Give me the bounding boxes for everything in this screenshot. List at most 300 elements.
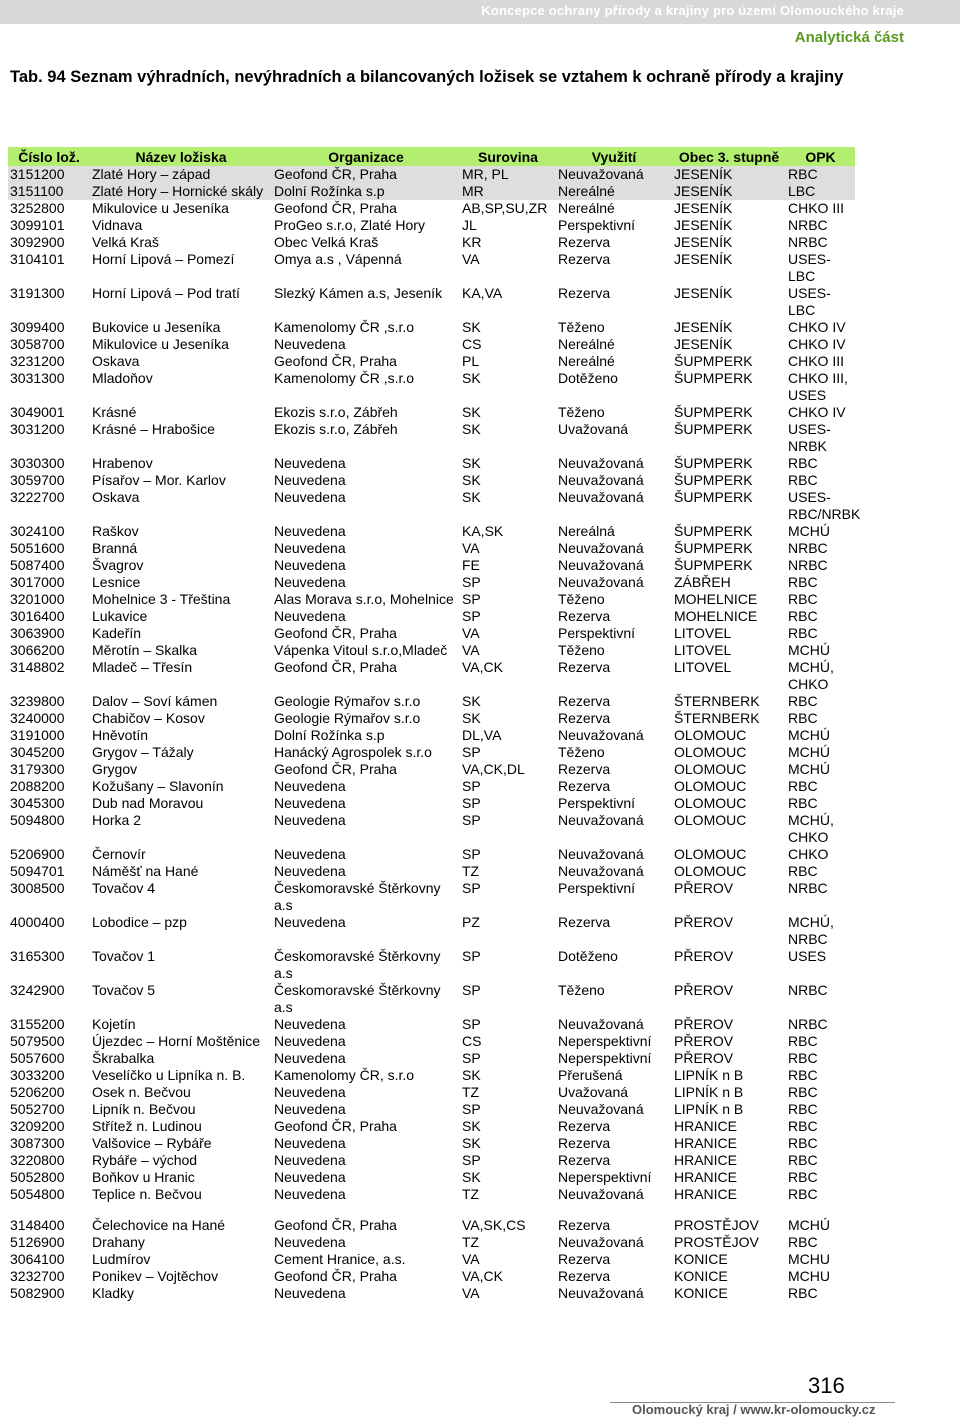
table-row xyxy=(8,591,855,608)
cell-municipality: PŘEROV xyxy=(674,1033,734,1049)
cell-raw-material: KR xyxy=(462,234,482,250)
cell-name: Mladeč – Třesín xyxy=(92,659,193,675)
cell-usage: Rezerva xyxy=(558,710,611,726)
cell-usage: Dotěženo xyxy=(558,370,618,386)
cell-usage: Rezerva xyxy=(558,914,611,930)
cell-organization: Neuvedena xyxy=(274,1169,346,1185)
cell-usage: Perspektivní xyxy=(558,880,636,896)
cell-municipality: LITOVEL xyxy=(674,642,732,658)
cell-municipality: LITOVEL xyxy=(674,625,732,641)
cell-usage: Přerušená xyxy=(558,1067,623,1083)
cell-municipality: MOHELNICE xyxy=(674,591,758,607)
cell-organization: Geologie Rýmařov s.r.o xyxy=(274,710,421,726)
cell-usage: Neuvažovaná xyxy=(558,472,644,488)
cell-raw-material: SP xyxy=(462,1016,481,1032)
cell-name: Kojetín xyxy=(92,1016,136,1032)
cell-name: Krásné – Hrabošice xyxy=(92,421,215,437)
table-row xyxy=(8,1186,855,1203)
cell-usage: Neperspektivní xyxy=(558,1050,652,1066)
table-row xyxy=(8,727,855,744)
cell-organization: Geofond ČR, Praha xyxy=(274,625,397,641)
cell-opk: NRBC xyxy=(788,217,828,233)
cell-opk: NRBC xyxy=(788,982,828,998)
cell-name: Horka 2 xyxy=(92,812,142,828)
cell-usage: Dotěženo xyxy=(558,948,618,964)
cell-organization: Geofond ČR, Praha xyxy=(274,1118,397,1134)
cell-name: Černovír xyxy=(92,846,146,862)
cell-municipality: PROSTĚJOV xyxy=(674,1234,759,1250)
cell-raw-material: VA xyxy=(462,251,480,267)
cell-name: Mikulovice u Jeseníka xyxy=(92,336,229,352)
cell-number: 3063900 xyxy=(10,625,65,641)
cell-municipality: OLOMOUC xyxy=(674,727,747,743)
table-row xyxy=(8,659,855,693)
cell-number: 3049001 xyxy=(10,404,65,420)
cell-usage: Rezerva xyxy=(558,1152,611,1168)
cell-opk: RBC xyxy=(788,1101,818,1117)
cell-number: 5094800 xyxy=(10,812,65,828)
cell-organization: Neuvedena xyxy=(274,1186,346,1202)
cell-organization: Neuvedena xyxy=(274,1016,346,1032)
cell-number: 3059700 xyxy=(10,472,65,488)
cell-organization: Neuvedena xyxy=(274,1234,346,1250)
cell-number: 3099101 xyxy=(10,217,65,233)
cell-number: 3240000 xyxy=(10,710,65,726)
cell-usage: Nereálné xyxy=(556,183,672,200)
cell-municipality: ŠUPMPERK xyxy=(674,472,753,488)
cell-usage: Uvažovaná xyxy=(558,1084,629,1100)
cell-number: 5052700 xyxy=(10,1101,65,1117)
cell-usage: Nereálné xyxy=(558,353,615,369)
cell-number: 3209200 xyxy=(10,1118,65,1134)
cell-opk: RBC xyxy=(788,778,818,794)
table-row xyxy=(8,1152,855,1169)
cell-name: Valšovice – Rybáře xyxy=(92,1135,212,1151)
cell-raw-material: VA xyxy=(462,642,480,658)
deposits-table xyxy=(8,147,861,1302)
cell-raw-material: SK xyxy=(462,1169,481,1185)
cell-organization: Geofond ČR, Praha xyxy=(274,1268,397,1284)
cell-name: Horní Lipová – Pod tratí xyxy=(92,285,240,301)
cell-name: Boňkov u Hranic xyxy=(92,1169,195,1185)
cell-municipality: JESENÍK xyxy=(674,217,733,233)
cell-opk: MCHÚ, CHKO xyxy=(788,659,834,692)
cell-name: Krásné xyxy=(92,404,137,420)
column-header-opk: OPK xyxy=(786,147,855,166)
cell-organization: Neuvedena xyxy=(274,1084,346,1100)
cell-raw-material: SK xyxy=(462,710,481,726)
cell-usage: Neuvažovaná xyxy=(558,863,644,879)
cell-usage: Neuvažovaná xyxy=(558,727,644,743)
cell-organization: Ekozis s.r.o, Zábřeh xyxy=(274,421,398,437)
cell-opk: MCHÚ xyxy=(788,1217,830,1233)
cell-municipality: KONICE xyxy=(674,1251,728,1267)
cell-usage: Rezerva xyxy=(558,1135,611,1151)
table-row xyxy=(8,880,855,914)
cell-organization: Vápenka Vitoul s.r.o,Mladeč xyxy=(274,642,448,658)
cell-organization: Neuvedena xyxy=(274,523,346,539)
cell-organization: Kamenolomy ČR ,s.r.o xyxy=(274,319,415,335)
cell-opk: MCHU xyxy=(788,1251,830,1267)
cell-municipality: ŠUPMPERK xyxy=(674,540,753,556)
cell-raw-material: SP xyxy=(462,880,481,896)
cell-organization: Neuvedena xyxy=(274,1050,346,1066)
cell-number: 3024100 xyxy=(10,523,65,539)
cell-opk: RBC xyxy=(788,1285,818,1301)
table-row xyxy=(8,1268,855,1285)
table-row xyxy=(8,761,855,778)
cell-usage: Rezerva xyxy=(558,608,611,624)
cell-raw-material: SK xyxy=(462,1135,481,1151)
column-header-number: Číslo lož. xyxy=(8,147,90,166)
cell-municipality: ŠUPMPERK xyxy=(674,523,753,539)
cell-municipality: JESENÍK xyxy=(674,285,733,301)
cell-raw-material: VA xyxy=(462,1251,480,1267)
table-row xyxy=(8,948,855,982)
cell-organization: Dolní Rožínka s.p xyxy=(274,727,385,743)
cell-name: Písařov – Mor. Karlov xyxy=(92,472,226,488)
cell-name: Rybáře – východ xyxy=(92,1152,198,1168)
cell-municipality: HRANICE xyxy=(674,1152,738,1168)
cell-municipality: ŠUPMPERK xyxy=(674,557,753,573)
cell-number: 3066200 xyxy=(10,642,65,658)
cell-name: Čelechovice na Hané xyxy=(92,1217,226,1233)
cell-raw-material: VA,CK xyxy=(462,1268,503,1284)
cell-municipality: ŠUPMPERK xyxy=(674,353,753,369)
table-row xyxy=(8,1234,855,1251)
cell-number: 3165300 xyxy=(10,948,65,964)
cell-opk: MCHÚ, CHKO xyxy=(788,812,834,845)
cell-number: 4000400 xyxy=(10,914,65,930)
cell-opk: RBC xyxy=(788,1050,818,1066)
cell-name: Oskava xyxy=(92,489,140,505)
cell-number: 5054800 xyxy=(10,1186,65,1202)
cell-name: Lipník n. Bečvou xyxy=(92,1101,196,1117)
cell-organization: Neuvedena xyxy=(274,914,346,930)
cell-organization: Obec Velká Kraš xyxy=(274,234,379,250)
cell-municipality: LIPNÍK n B xyxy=(674,1101,744,1117)
cell-number: 3220800 xyxy=(10,1152,65,1168)
cell-raw-material: AB,SP,SU,ZR xyxy=(462,200,548,216)
cell-organization: Neuvedena xyxy=(274,863,346,879)
cell-usage: Rezerva xyxy=(558,234,611,250)
cell-number: 3232700 xyxy=(10,1268,65,1284)
cell-opk: RBC xyxy=(788,1118,818,1134)
cell-usage: Neuvažovaná xyxy=(558,846,644,862)
cell-organization: Hanácký Agrospolek s.r.o xyxy=(274,744,432,760)
column-header-raw-material: Surovina xyxy=(460,147,556,166)
cell-municipality: LIPNÍK n B xyxy=(674,1084,744,1100)
cell-number: 5094701 xyxy=(10,863,65,879)
cell-name: Lukavice xyxy=(92,608,148,624)
cell-usage: Rezerva xyxy=(558,1268,611,1284)
cell-raw-material: SK xyxy=(462,319,481,335)
cell-name: Škrabalka xyxy=(92,1050,155,1066)
cell-organization: Geofond ČR, Praha xyxy=(274,1217,397,1233)
cell-opk: RBC xyxy=(788,863,818,879)
cell-organization: Neuvedena xyxy=(274,1285,346,1301)
cell-opk: RBC xyxy=(788,591,818,607)
cell-raw-material: SK xyxy=(462,370,481,386)
cell-usage: Neuvažovaná xyxy=(558,489,644,505)
cell-number: 3239800 xyxy=(10,693,65,709)
cell-name: Zlaté Hory – západ xyxy=(90,166,272,183)
cell-organization: Neuvedena xyxy=(274,1135,346,1151)
cell-number: 2088200 xyxy=(10,778,65,794)
cell-municipality: KONICE xyxy=(674,1268,728,1284)
cell-organization: Českomoravské Štěrkovny a.s xyxy=(274,880,441,913)
table-row xyxy=(8,370,855,404)
cell-raw-material: MR, PL xyxy=(460,166,556,183)
cell-raw-material: SP xyxy=(462,744,481,760)
cell-usage: Těženo xyxy=(558,642,605,658)
cell-raw-material: VA,SK,CS xyxy=(462,1217,526,1233)
cell-municipality: OLOMOUC xyxy=(674,863,747,879)
cell-organization: Neuvedena xyxy=(274,1033,346,1049)
cell-number: 3033200 xyxy=(10,1067,65,1083)
cell-raw-material: SP xyxy=(462,812,481,828)
cell-number: 3031200 xyxy=(10,421,65,437)
cell-opk: CHKO III, USES xyxy=(788,370,848,403)
cell-number: 3191300 xyxy=(10,285,65,301)
cell-opk: RBC xyxy=(788,1135,818,1151)
cell-number: 5206900 xyxy=(10,846,65,862)
cell-raw-material: SP xyxy=(462,1152,481,1168)
table-row xyxy=(8,557,855,574)
cell-raw-material: TZ xyxy=(462,1186,480,1202)
footer-text: Olomoucký kraj / www.kr-olomoucky.cz xyxy=(632,1402,876,1417)
cell-municipality: HRANICE xyxy=(674,1118,738,1134)
table-row xyxy=(8,319,855,336)
table-row xyxy=(8,523,855,540)
cell-municipality: HRANICE xyxy=(674,1186,738,1202)
cell-number: 3155200 xyxy=(10,1016,65,1032)
cell-raw-material: SP xyxy=(462,608,481,624)
cell-raw-material: CS xyxy=(462,1033,482,1049)
cell-name: Horní Lipová – Pomezí xyxy=(92,251,235,267)
cell-name: Mladoňov xyxy=(92,370,153,386)
table-row xyxy=(8,200,855,217)
table-row xyxy=(8,914,855,948)
cell-organization: Českomoravské Štěrkovny a.s xyxy=(274,982,441,1015)
cell-opk: RBC xyxy=(788,455,818,471)
cell-municipality: OLOMOUC xyxy=(674,761,747,777)
cell-municipality: PŘEROV xyxy=(674,1016,734,1032)
cell-opk: RBC xyxy=(788,710,818,726)
cell-name: Velká Kraš xyxy=(92,234,159,250)
cell-name: Dub nad Moravou xyxy=(92,795,204,811)
cell-organization: Neuvedena xyxy=(274,846,346,862)
cell-raw-material: SK xyxy=(462,693,481,709)
cell-opk: RBC xyxy=(788,1084,818,1100)
table-row xyxy=(8,251,855,285)
cell-opk: USES-LBC xyxy=(788,285,831,318)
cell-name: Bukovice u Jeseníka xyxy=(92,319,221,335)
header-band xyxy=(0,0,960,24)
cell-opk: RBC xyxy=(788,1067,818,1083)
cell-organization: Geofond ČR, Praha xyxy=(272,166,460,183)
cell-opk: RBC xyxy=(788,574,818,590)
cell-raw-material: VA,CK xyxy=(462,659,503,675)
cell-usage: Neuvažovaná xyxy=(558,1016,644,1032)
cell-organization: Geofond ČR, Praha xyxy=(274,353,397,369)
cell-number: 3179300 xyxy=(10,761,65,777)
cell-municipality: LIPNÍK n B xyxy=(674,1067,744,1083)
table-row xyxy=(8,1101,855,1118)
cell-opk: USES-LBC xyxy=(788,251,831,284)
cell-opk: MCHÚ xyxy=(788,523,830,539)
cell-opk: MCHÚ xyxy=(788,727,830,743)
cell-municipality: OLOMOUC xyxy=(674,846,747,862)
cell-organization: Cement Hranice, a.s. xyxy=(274,1251,406,1267)
cell-number: 3191000 xyxy=(10,727,65,743)
cell-raw-material: KA,SK xyxy=(462,523,504,539)
cell-opk: NRBC xyxy=(788,540,828,556)
table-row xyxy=(8,1084,855,1101)
table-row xyxy=(8,863,855,880)
table-caption: Tab. 94 Seznam výhradních, nevýhradních a bilancovaných ložisek se vztahem k ochraně přírody a krajiny xyxy=(10,68,844,86)
cell-usage: Neuvažovaná xyxy=(558,1101,644,1117)
cell-name: Grygov – Tážaly xyxy=(92,744,194,760)
table-row xyxy=(8,812,855,846)
cell-name: Kožušany – Slavonín xyxy=(92,778,224,794)
cell-raw-material: SK xyxy=(462,1067,481,1083)
table-row xyxy=(8,489,855,523)
cell-usage: Těženo xyxy=(558,319,605,335)
cell-usage: Perspektivní xyxy=(558,217,636,233)
cell-name: Švagrov xyxy=(92,557,144,573)
cell-name: Měrotín – Skalka xyxy=(92,642,198,658)
cell-usage: Perspektivní xyxy=(558,625,636,641)
cell-raw-material: SK xyxy=(462,472,481,488)
cell-opk: NRBC xyxy=(788,557,828,573)
cell-raw-material: JL xyxy=(462,217,477,233)
cell-usage: Neuvažovaná xyxy=(558,540,644,556)
cell-organization: Neuvedena xyxy=(274,336,346,352)
cell-name: Oskava xyxy=(92,353,140,369)
cell-opk: RBC xyxy=(788,608,818,624)
cell-organization: Dolní Rožínka s.p xyxy=(272,183,460,200)
cell-number: 3016400 xyxy=(10,608,65,624)
table-row xyxy=(8,1217,855,1234)
cell-organization: Geofond ČR, Praha xyxy=(274,200,397,216)
cell-municipality: PŘEROV xyxy=(674,948,734,964)
cell-raw-material: SP xyxy=(462,574,481,590)
table-row xyxy=(8,795,855,812)
cell-opk: CHKO IV xyxy=(788,404,846,420)
cell-opk: MCHÚ xyxy=(788,642,830,658)
cell-name: Střítež n. Ludinou xyxy=(92,1118,202,1134)
document-title: Koncepce ochrany přírody a krajiny pro území Olomouckého kraje xyxy=(481,3,904,18)
cell-raw-material: PL xyxy=(462,353,480,369)
cell-municipality: JESENÍK xyxy=(674,336,733,352)
cell-name: Tovačov 4 xyxy=(92,880,156,896)
cell-opk: RBC xyxy=(788,693,818,709)
cell-opk: MCHÚ xyxy=(788,744,830,760)
cell-number: 3148400 xyxy=(10,1217,65,1233)
column-header-municipality: Obec 3. stupně xyxy=(672,147,786,166)
cell-municipality: PŘEROV xyxy=(674,914,734,930)
cell-usage: Těženo xyxy=(558,591,605,607)
cell-municipality: OLOMOUC xyxy=(674,812,747,828)
table-body xyxy=(8,166,861,1302)
cell-opk: USES xyxy=(788,948,827,964)
cell-usage: Neuvažovaná xyxy=(558,557,644,573)
cell-name: Teplice n. Bečvou xyxy=(92,1186,202,1202)
table-row xyxy=(8,1067,855,1084)
cell-raw-material: DL,VA xyxy=(462,727,502,743)
cell-raw-material: SK xyxy=(462,489,481,505)
table-row xyxy=(8,353,855,370)
cell-name: Újezdec – Horní Moštěnice xyxy=(92,1033,261,1049)
cell-name: Drahany xyxy=(92,1234,145,1250)
table-row xyxy=(8,608,855,625)
table-row xyxy=(8,336,855,353)
table-spacer-row xyxy=(8,1203,855,1217)
cell-organization: Neuvedena xyxy=(274,795,346,811)
cell-name: Náměšť na Hané xyxy=(92,863,199,879)
cell-number: 3222700 xyxy=(10,489,65,505)
cell-raw-material: CS xyxy=(462,336,482,352)
cell-number: 5082900 xyxy=(10,1285,65,1301)
cell-municipality: JESENÍK xyxy=(674,251,733,267)
table-row xyxy=(8,166,855,183)
cell-raw-material: SP xyxy=(462,948,481,964)
cell-raw-material: KA,VA xyxy=(462,285,503,301)
cell-raw-material: VA,CK,DL xyxy=(462,761,525,777)
table-row xyxy=(8,1050,855,1067)
cell-opk: RBC xyxy=(788,1169,818,1185)
cell-raw-material: FE xyxy=(462,557,480,573)
cell-raw-material: SK xyxy=(462,404,481,420)
cell-usage: Neperspektivní xyxy=(558,1033,652,1049)
table-row xyxy=(8,1169,855,1186)
cell-organization: Neuvedena xyxy=(274,489,346,505)
cell-number: 3099400 xyxy=(10,319,65,335)
table-row xyxy=(8,1118,855,1135)
cell-municipality: HRANICE xyxy=(674,1169,738,1185)
cell-number: 3045300 xyxy=(10,795,65,811)
cell-name: Kladky xyxy=(92,1285,135,1301)
table-row xyxy=(8,217,855,234)
spacer-cell xyxy=(8,1203,855,1217)
cell-raw-material: VA xyxy=(462,540,480,556)
cell-opk: CHKO III xyxy=(788,353,845,369)
cell-opk: RBC xyxy=(788,625,818,641)
column-header-name: Název ložiska xyxy=(90,147,272,166)
cell-number: 3151200 xyxy=(8,166,90,183)
table-row xyxy=(8,1033,855,1050)
cell-organization: ProGeo s.r.o, Zlaté Hory xyxy=(274,217,425,233)
cell-number: 3030300 xyxy=(10,455,65,471)
cell-opk: LBC xyxy=(786,183,855,200)
table-row xyxy=(8,574,855,591)
cell-organization: Geofond ČR, Praha xyxy=(274,761,397,777)
column-header-usage: Využití xyxy=(556,147,672,166)
table-row xyxy=(8,625,855,642)
cell-raw-material: SP xyxy=(462,591,481,607)
cell-usage: Neuvažovaná xyxy=(558,812,644,828)
cell-organization: Geofond ČR, Praha xyxy=(274,659,397,675)
cell-opk: CHKO IV xyxy=(788,319,846,335)
cell-organization: Neuvedena xyxy=(274,608,346,624)
table-row xyxy=(8,642,855,659)
cell-raw-material: VA xyxy=(462,625,480,641)
cell-name: Dalov – Soví kámen xyxy=(92,693,218,709)
cell-usage: Rezerva xyxy=(558,1251,611,1267)
cell-usage: Rezerva xyxy=(558,659,611,675)
cell-usage: Rezerva xyxy=(558,251,611,267)
